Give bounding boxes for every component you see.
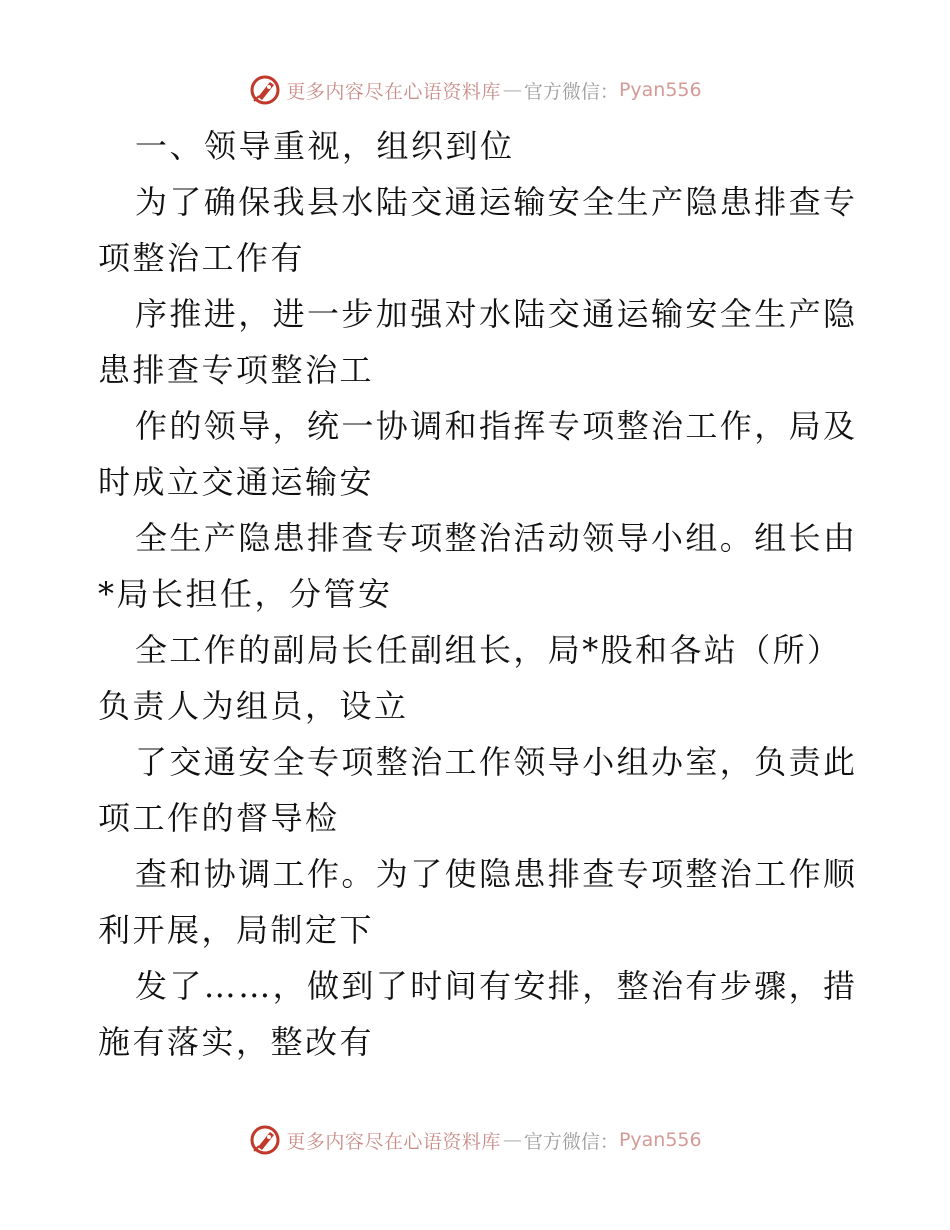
body-line: 全工作的副局长任副组长，局*股和各站（所） [135, 631, 842, 669]
body-line: 查和协调工作。为了使隐患排查专项整治工作顺 [135, 855, 858, 893]
body-line: 项工作的督导检 [98, 799, 340, 837]
watermark-main-text: 更多内容尽在心语资料库 [286, 80, 501, 103]
body-line: 了交通安全专项整治工作领导小组办室，负责此 [135, 743, 858, 781]
watermark-tail-text: 官方微信： [523, 1130, 619, 1153]
watermark-dash: — [502, 79, 522, 101]
body-line: 时成立交通运输安 [98, 463, 375, 501]
section-heading: 一、领导重视，组织到位 [135, 127, 515, 165]
body-line: *局长担任，分管安 [98, 575, 393, 613]
pen-logo-icon [248, 1123, 282, 1157]
footer-watermark [0, 1120, 950, 1160]
document-body [98, 118, 858, 1070]
pen-logo-icon [248, 73, 282, 107]
body-line: 负责人为组员，设立 [98, 687, 409, 725]
body-line: 全生产隐患排查专项整治活动领导小组。组长由 [135, 519, 858, 557]
body-line: 为了确保我县水陆交通运输安全生产隐患排查专 [135, 183, 858, 221]
watermark-main-text: 更多内容尽在心语资料库 [286, 1130, 501, 1153]
body-line: 作的领导，统一协调和指挥专项整治工作，局及 [135, 407, 858, 445]
watermark-wechat-id: Pyan556 [618, 1129, 702, 1151]
body-line: 患排查专项整治工 [98, 351, 375, 389]
body-line: 项整治工作有 [98, 239, 306, 277]
watermark-wechat-id: Pyan556 [618, 79, 702, 101]
watermark-dash: — [502, 1129, 522, 1151]
body-line: 利开展，局制定下 [98, 911, 375, 949]
body-line: 施有落实，整改有 [98, 1023, 375, 1061]
watermark-tail-text: 官方微信： [523, 80, 619, 103]
body-line: 序推进，进一步加强对水陆交通运输安全生产隐 [135, 295, 858, 333]
header-watermark [0, 70, 950, 110]
body-line: 发了……，做到了时间有安排，整治有步骤，措 [135, 967, 858, 1005]
